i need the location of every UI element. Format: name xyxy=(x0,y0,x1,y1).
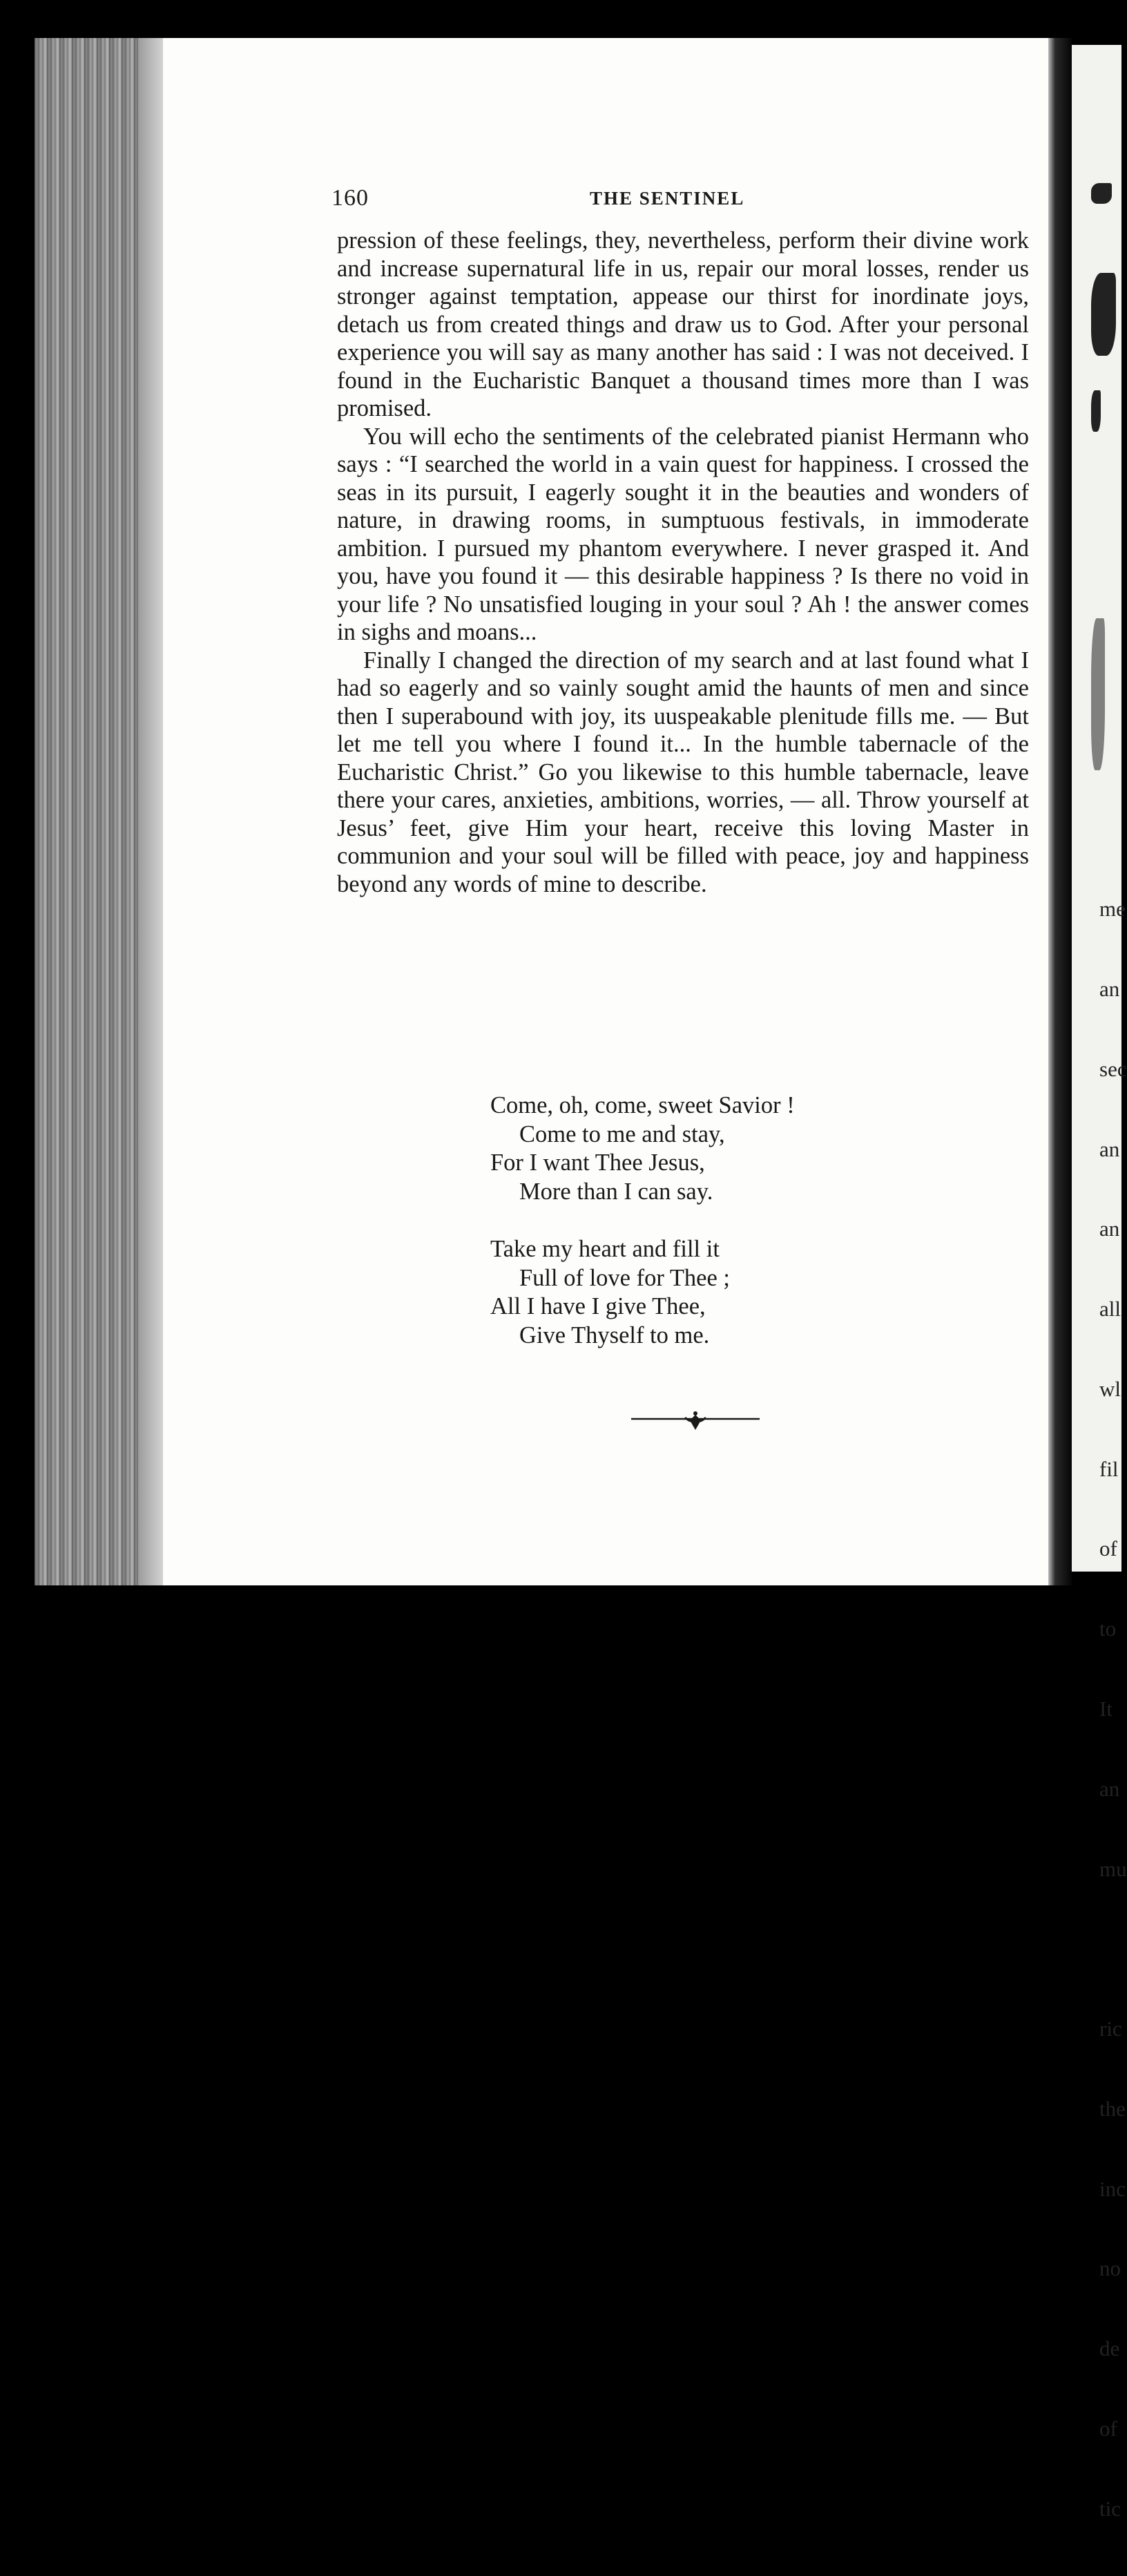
body-text xyxy=(337,227,1029,898)
poem-line: Come, oh, come, sweet Savior ! xyxy=(490,1092,795,1118)
paragraph: pression of these feelings, they, nevertheless, perform their divine work and increase supernatural life in us, repair our moral losses, render us stronger against temptation, appease our thirst for inordinate joys, detach us from created things and draw us to God. After your personal experience you will say as many another has said : I was not deceived. I found in the Eucharistic Banquet a thousand times more than I was promised. xyxy=(337,227,1029,421)
facing-page-fragment: an xyxy=(1099,976,1120,1001)
poem xyxy=(490,1091,795,1379)
facing-page-fragment: tic xyxy=(1099,2496,1121,2521)
paragraph: Finally I changed the direction of my search and at last found what I had so eagerly and so vainly sought amid the haunts of men and since then I superabound with joy, its uuspeakable plenitude fills me. — But let me tell you where I found it... In the humble tabernacle of the Eucharistic Christ.” Go you likewise to this humble tabernacle, leave there your cares, anxieties, ambitions, worries, — all. Throw yourself at Jesus’ feet, give Him your heart, receive this loving Master in communion and your soul will be filled with peace, joy and happiness beyond any words of mine to describe. xyxy=(337,647,1029,897)
facing-page-fragment: me xyxy=(1099,897,1126,922)
facing-page-fragment: of xyxy=(1099,1536,1117,1561)
poem-line: For I want Thee Jesus, xyxy=(490,1149,705,1176)
poem-line: More than I can say. xyxy=(519,1178,713,1205)
facing-page-fragment: all xyxy=(1099,1297,1121,1322)
poem-line: Full of love for Thee ; xyxy=(519,1264,731,1291)
facing-page-illustration xyxy=(1091,618,1105,770)
facing-page-text-fragments xyxy=(1099,843,1127,2576)
facing-page-illustration xyxy=(1091,273,1116,356)
facing-page-fragment: of xyxy=(1099,2416,1117,2441)
facing-page-fragment: ric xyxy=(1099,2016,1122,2041)
poem-line: Give Thyself to me. xyxy=(519,1322,710,1348)
running-head: THE SENTINEL xyxy=(590,188,745,209)
facing-page-fragment: an xyxy=(1099,1217,1120,1241)
facing-page-fragment: the xyxy=(1099,2096,1126,2121)
facing-page-fragment: fil xyxy=(1099,1456,1119,1481)
facing-page-fragment: to xyxy=(1099,1616,1117,1641)
poem-line: Take my heart and fill it xyxy=(490,1236,720,1262)
facing-page-fragment: de xyxy=(1099,2336,1120,2361)
facing-page-fragment: no xyxy=(1099,2256,1121,2281)
page-header xyxy=(331,185,1030,220)
facing-page-fragment xyxy=(1099,1936,1127,1963)
facing-page-fragment: an xyxy=(1099,1776,1120,1801)
poem-stanza xyxy=(490,1091,795,1206)
facing-page-fragment: mu xyxy=(1099,1856,1127,1881)
facing-page-fragment: inc xyxy=(1099,2176,1126,2201)
facing-page-fragment: sec xyxy=(1099,1056,1127,1081)
poem-stanza xyxy=(490,1235,795,1350)
facing-page-illustration xyxy=(1091,183,1112,204)
facing-page xyxy=(1072,45,1127,2521)
facing-page-fragment: It xyxy=(1099,1697,1112,1721)
book-gutter xyxy=(1048,38,1072,1585)
book-page-edges xyxy=(35,38,166,1585)
ornament-divider xyxy=(630,1409,761,1434)
poem-line: Come to me and stay, xyxy=(519,1120,725,1147)
paragraph: You will echo the sentiments of the celebrated pianist Hermann who says : “I searched the world in a vain quest for happiness. I crossed the seas in its pursuit, I eagerly sought it in the beauties and wonders of nature, in drawing rooms, in sumptuous festivals, in immoderate ambition. I pursued my phantom everywhere. I never grasped it. And you, have you found it — this desirable happiness ? Is there no void in your life ? No unsatisfied louging in your soul ? Ah ! the answer comes in sighs and moans... xyxy=(337,423,1029,645)
facing-page-fragment: an xyxy=(1099,1136,1120,1161)
facing-page-fragment: wl xyxy=(1099,1376,1121,1401)
facing-page-illustration xyxy=(1091,390,1101,432)
page-number: 160 xyxy=(331,185,369,211)
poem-line: All I have I give Thee, xyxy=(490,1293,706,1319)
